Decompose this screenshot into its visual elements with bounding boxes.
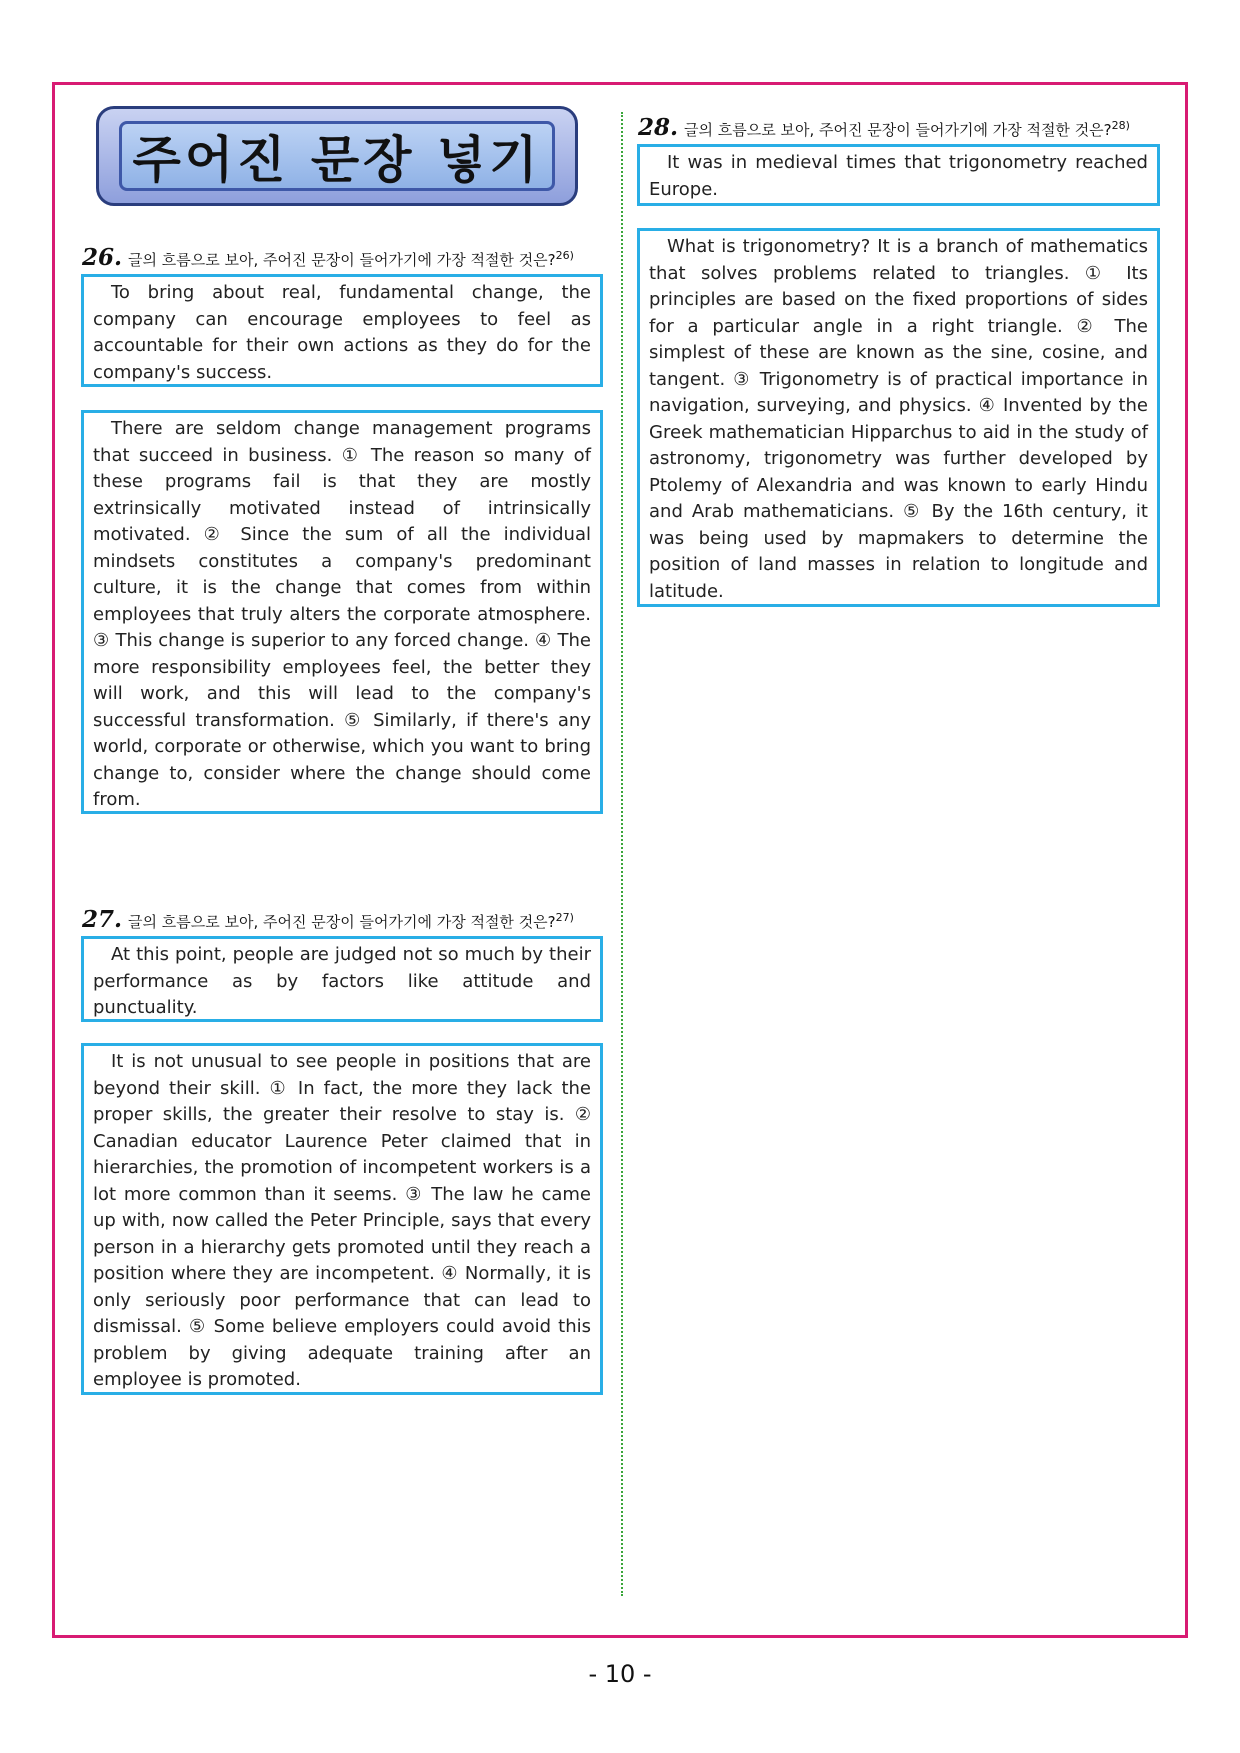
question-28-passage: What is trigonometry? It is a branch of mathematics that solves problems related to triangles. ① Its principles are based on the fixed proportions of sides for a particular angle in a right triangle. ② The simplest of these are known as the sine, cosine, and tangent. ③ Trigonometry is of practical importance in navigation, surveying, and physics. ④ Invented by the Greek mathematician Hipparchus to aid in the study of astronomy, trigonometry was further developed by Ptolemy of Alexandria and was known to early Hindu and Arab mathematicians. ⑤ By the 16th century, it was being used by mapmakers to determine the position of land masses in relation to longitude and latitude. (637, 228, 1160, 607)
question-27-passage: It is not unusual to see people in positions that are beyond their skill. ① In fact, the more they lack the proper skills, the greater their resolve to stay is. ② Canadian educator Laurence Peter claimed that in hierarchies, the promotion of incompetent workers is a lot more common than it seems. ③ The law he came up with, now called the Peter Principle, says that every person in a hierarchy gets promoted until they reach a position where they are incompetent. ④ Normally, it is only seriously poor performance that can lead to dismissal. ⑤ Some believe employers could avoid this problem by giving adequate training after an employee is promoted. (81, 1043, 603, 1395)
question-27-prompt: 글의 흐름으로 보아, 주어진 문장이 들어가기에 가장 적절한 것은? (128, 913, 556, 931)
question-28-given-sentence: It was in medieval times that trigonometry reached Europe. (637, 144, 1160, 206)
question-27-given-sentence: At this point, people are judged not so much by their performance as by factors like attitude and punctuality. (81, 936, 603, 1022)
question-27-header (82, 906, 574, 933)
question-28-footnote: 28) (1111, 119, 1130, 132)
section-title: 주어진 문장 넣기 (132, 131, 542, 189)
question-26-header (82, 244, 574, 271)
question-27-number: 27. (82, 906, 123, 933)
column-divider (621, 112, 623, 1596)
question-28-prompt: 글의 흐름으로 보아, 주어진 문장이 들어가기에 가장 적절한 것은? (684, 121, 1112, 139)
question-28-header (638, 114, 1130, 141)
question-26-prompt: 글의 흐름으로 보아, 주어진 문장이 들어가기에 가장 적절한 것은? (128, 251, 556, 269)
section-title-panel (119, 121, 555, 191)
question-26-given-sentence: To bring about real, fundamental change, the company can encourage employees to feel as accountable for their own actions as they do for the company's success. (81, 274, 603, 387)
question-26-footnote: 26) (555, 249, 574, 262)
page-number: - 10 - (588, 1660, 652, 1688)
question-26-passage: There are seldom change management programs that succeed in business. ① The reason so many of these programs fail is that they are mostly extrinsically motivated instead of intrinsically motivated. ② Since the sum of all the individual mindsets constitutes a company's predominant culture, it is the change that comes from within employees that truly alters the corporate atmosphere. ③ This change is superior to any forced change. ④ The more responsibility employees feel, the better they will work, and this will lead to the company's successful transformation. ⑤ Similarly, if there's any world, corporate or otherwise, which you want to bring change to, consider where the change should come from. (81, 410, 603, 814)
question-26-number: 26. (82, 244, 123, 271)
question-28-number: 28. (638, 114, 679, 141)
section-title-banner (96, 106, 578, 206)
question-27-footnote: 27) (555, 911, 574, 924)
